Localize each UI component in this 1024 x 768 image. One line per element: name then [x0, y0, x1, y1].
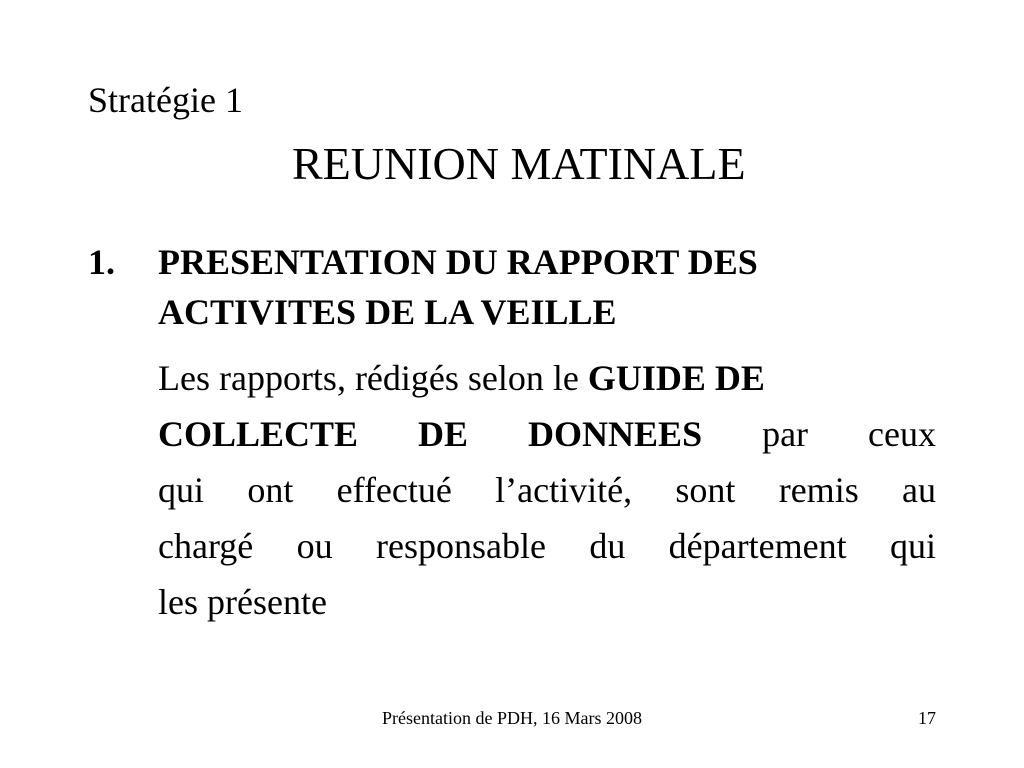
body-line-1 — [158, 350, 936, 406]
body-word: du — [589, 526, 626, 566]
body-word: sont — [675, 470, 736, 510]
body-word: qui — [889, 526, 936, 566]
body-line-5: les présente — [158, 582, 327, 622]
list-item-heading — [158, 237, 938, 337]
body-word: effectué — [336, 470, 452, 510]
body-word: au — [902, 470, 936, 510]
footer-text: Présentation de PDH, 16 Mars 2008 — [382, 708, 642, 728]
body-word: par — [762, 414, 809, 454]
body-word: chargé — [158, 526, 254, 566]
page-number: 17 — [918, 708, 936, 728]
body-word: COLLECTE — [158, 414, 359, 454]
body-word: remis — [778, 470, 859, 510]
body-word: ceux — [868, 414, 936, 454]
body-word: responsable — [376, 526, 546, 566]
list-item-number: 1. — [88, 242, 115, 282]
body-line-3 — [158, 462, 936, 518]
body-word: DE — [418, 414, 469, 454]
heading-line-2: ACTIVITES DE LA VEILLE — [158, 292, 617, 332]
heading-line-1: PRESENTATION DU RAPPORT DES — [158, 242, 758, 282]
body-word: DONNEES — [528, 414, 703, 454]
body-word: qui — [158, 470, 205, 510]
body-word: ou — [296, 526, 333, 566]
body-line-2 — [158, 406, 936, 462]
body-word: département — [668, 526, 847, 566]
guide-emphasis: GUIDE DE — [587, 358, 765, 398]
body-word: ont — [247, 470, 294, 510]
body-word: l’activité, — [495, 470, 633, 510]
slide-title: REUNION MATINALE — [292, 138, 746, 189]
strategy-label: Stratégie 1 — [88, 80, 243, 120]
body-line-4 — [158, 518, 936, 574]
list-item-body — [158, 350, 936, 630]
body-text: Les rapports, rédigés selon le — [158, 358, 588, 398]
